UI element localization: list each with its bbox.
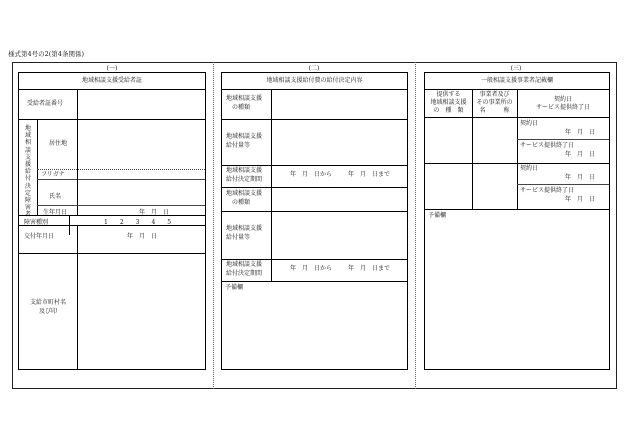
service-end-header: サービス提供終了日 xyxy=(535,104,590,111)
name-label: 氏名 xyxy=(49,193,62,200)
amount-label-1: 地域相談支援 xyxy=(226,133,263,140)
service-kind-header-3: の 種 類 xyxy=(433,107,464,114)
remarks-label-2: 予備欄 xyxy=(225,284,244,291)
period-from-2: 年 月 日から xyxy=(290,265,333,272)
service-end-label-2: サービス提供終了日 xyxy=(520,187,575,194)
period-to-2: 年 月 日まで xyxy=(348,265,391,272)
amount-label-2b: 給付量等 xyxy=(226,234,251,241)
service-end-label-1: サービス提供終了日 xyxy=(520,142,575,149)
contract-date-label-2: 契約日 xyxy=(520,165,539,172)
furigana-label: フリガナ xyxy=(41,171,65,178)
provider-name-header-3: 名 称 xyxy=(479,107,510,114)
period-label-1b: 給付決定期間 xyxy=(226,176,263,183)
recipient-number-label: 受給者証番号 xyxy=(27,100,64,107)
provider-entry-panel xyxy=(424,72,610,370)
panel-3-title: 一般相談支援事業者記載欄 xyxy=(480,77,553,84)
disability-type-options: 1 2 3 4 5 xyxy=(104,219,172,226)
provider-name-header-2: その事業所の xyxy=(476,99,513,106)
service-kind-header-1: 提供する xyxy=(436,91,461,98)
service-kind-label-1: 地域相談支援 xyxy=(226,95,263,102)
service-kind-label-2b: の種類 xyxy=(232,199,251,206)
amount-label-1b: 給付量等 xyxy=(226,142,251,149)
issue-date-value: 年 月 日 xyxy=(127,233,158,240)
panel-number-3: (三) xyxy=(510,65,522,72)
panel-number-1: (一) xyxy=(106,65,118,72)
birth-date-value: 年 月 日 xyxy=(139,209,170,216)
disability-type-label: 障害種別 xyxy=(24,219,49,226)
payment-decision-panel xyxy=(221,72,408,370)
service-kind-header-2: 地域相談支援 xyxy=(430,99,467,106)
panel-number-2: (二) xyxy=(308,65,320,72)
contract-date-value-1: 年 月 日 xyxy=(565,129,596,136)
period-label-2b: 給付決定期間 xyxy=(226,270,263,277)
service-kind-label-2: 地域相談支援 xyxy=(226,190,263,197)
remarks-label-3: 予備欄 xyxy=(428,212,447,219)
amount-label-2: 地域相談支援 xyxy=(226,225,263,232)
recipient-certificate-panel xyxy=(18,72,206,370)
address-label: 居住地 xyxy=(49,140,68,147)
service-end-value-2: 年 月 日 xyxy=(565,196,596,203)
panel-divider-2 xyxy=(415,62,416,389)
holder-label: 地域相談支援給付決定障害者 xyxy=(24,125,31,219)
issue-date-label: 交付年月日 xyxy=(24,233,55,240)
period-from-1: 年 月 日から xyxy=(290,171,333,178)
panel-divider-1 xyxy=(213,62,214,389)
form-reference: 様式第4号の2(第4条関係) xyxy=(8,50,84,58)
period-to-1: 年 月 日まで xyxy=(348,171,391,178)
service-end-value-1: 年 月 日 xyxy=(565,151,596,158)
municipality-label: 支給市町村名 xyxy=(29,299,66,306)
contract-header: 契約日 xyxy=(553,96,572,103)
period-label-1: 地域相談支援 xyxy=(226,167,263,174)
contract-date-label-1: 契約日 xyxy=(520,120,539,127)
contract-date-value-2: 年 月 日 xyxy=(565,174,596,181)
panel-1-title: 地域相談支援受給者証 xyxy=(81,77,142,84)
birth-label: 生年月日 xyxy=(43,209,68,216)
service-kind-label-1b: の種類 xyxy=(232,104,251,111)
period-label-2: 地域相談支援 xyxy=(226,261,263,268)
seal-label: 及び印 xyxy=(38,308,57,315)
provider-name-header-1: 事業者及び xyxy=(479,91,510,98)
panel-2-title: 地域相談支援給付費の給付決定内容 xyxy=(266,77,363,84)
